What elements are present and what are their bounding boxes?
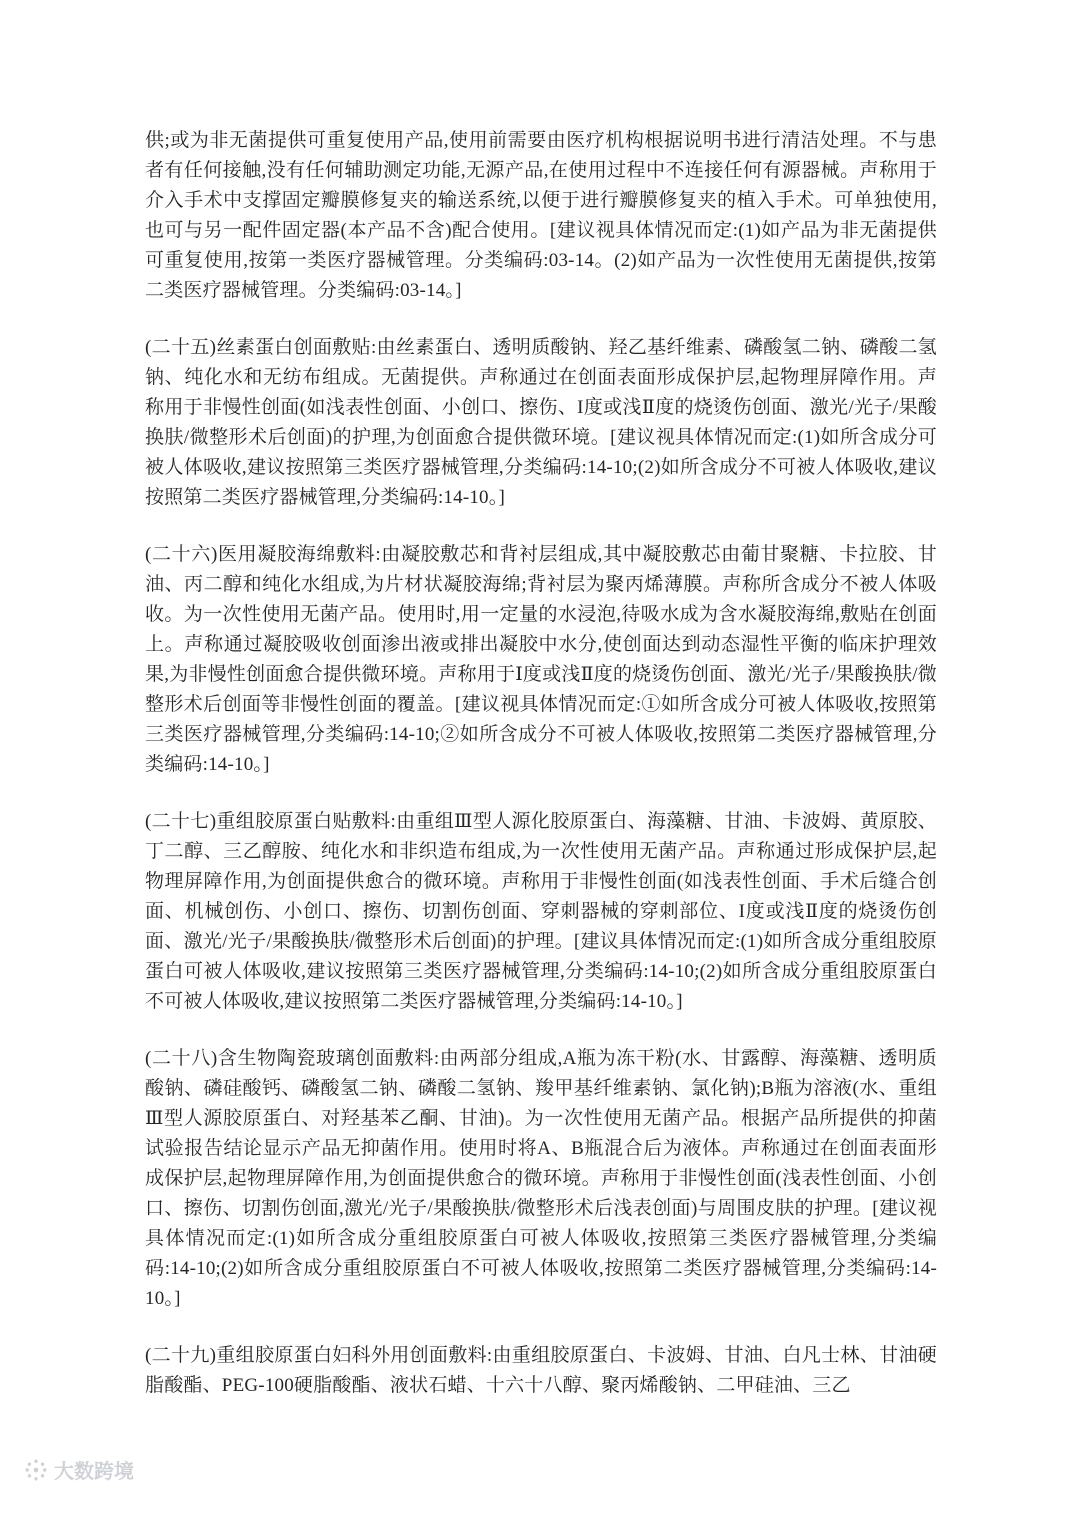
watermark-text: 大数跨境 (54, 1461, 134, 1483)
watermark (24, 1455, 134, 1484)
paragraph-item-29: (二十九)重组胶原蛋白妇科外用创面敷料:由重组胶原蛋白、卡波姆、甘油、白凡士林、甘油硬脂酸酯、PEG-100硬脂酸酯、液状石蜡、十六十八醇、聚丙烯酸钠、二甲硅油、三乙 (145, 1345, 937, 1396)
paragraph-item-26: (二十六)医用凝胶海绵敷料:由凝胶敷芯和背衬层组成,其中凝胶敷芯由葡甘聚糖、卡拉胶、甘油、丙二醇和纯化水组成,为片材状凝胶海绵;背衬层为聚丙烯薄膜。声称所含成分不被人体吸收。为一次性使用无菌产品。使用时,用一定量的水浸泡,待吸水成为含水凝胶海绵,敷贴在创面上。声称通过凝胶吸收创面渗出液或排出凝胶中水分,使创面达到动态湿性平衡的临床护理效果,为非慢性创面愈合提供微环境。声称用于Ⅰ度或浅Ⅱ度的烧烫伤创面、激光/光子/果酸换肤/微整形术后创面等非慢性创面的覆盖。[建议视具体情况而定:①如所含成分可被人体吸收,按照第三类医疗器械管理,分类编码:14-10;②如所含成分不可被人体吸收,按照第二类医疗器械管理,分类编码:14-10。] (145, 544, 937, 775)
paragraph-item-25: (二十五)丝素蛋白创面敷贴:由丝素蛋白、透明质酸钠、羟乙基纤维素、磷酸氢二钠、磷酸二氢钠、纯化水和无纺布组成。无菌提供。声称通过在创面表面形成保护层,起物理屏障作用。声称用于非慢性创面(如浅表性创面、小创口、擦伤、I度或浅Ⅱ度的烧烫伤创面、激光/光子/果酸换肤/微整形术后创面)的护理,为创面愈合提供微环境。[建议视具体情况而定:(1)如所含成分可被人体吸收,建议按照第三类医疗器械管理,分类编码:14-10;(2)如所含成分不可被人体吸收,建议按照第二类医疗器械管理,分类编码:14-10。] (145, 337, 937, 508)
paragraph-continuation: 供;或为非无菌提供可重复使用产品,使用前需要由医疗机构根据说明书进行清洁处理。不与患者有任何接触,没有任何辅助测定功能,无源产品,在使用过程中不连接任何有源器械。声称用于介入手术中支撑固定瓣膜修复夹的输送系统,以便于进行瓣膜修复夹的植入手术。可单独使用,也可与另一配件固定器(本产品不含)配合使用。[建议视具体情况而定:(1)如产品为非无菌提供可重复使用,按第一类医疗器械管理。分类编码:03-14。(2)如产品为一次性使用无菌提供,按第二类医疗器械管理。分类编码:03-14。] (145, 130, 937, 301)
dashu-globe-icon (24, 1458, 48, 1482)
paragraph-item-27: (二十七)重组胶原蛋白贴敷料:由重组Ⅲ型人源化胶原蛋白、海藻糖、甘油、卡波姆、黄原胶、丁二醇、三乙醇胺、纯化水和非织造布组成,为一次性使用无菌产品。声称通过形成保护层,起物理屏障作用,为创面提供愈合的微环境。声称用于非慢性创面(如浅表性创面、手术后缝合创面、机械创伤、小创口、擦伤、切割伤创面、穿刺器械的穿刺部位、I度或浅Ⅱ度的烧烫伤创面、激光/光子/果酸换肤/微整形术后创面)的护理。[建议具体情况而定:(1)如所含成分重组胶原蛋白可被人体吸收,建议按照第三类医疗器械管理,分类编码:14-10;(2)如所含成分重组胶原蛋白不可被人体吸收,建议按照第二类医疗器械管理,分类编码:14-10。] (145, 811, 937, 1012)
paragraph-item-28: (二十八)含生物陶瓷玻璃创面敷料:由两部分组成,A瓶为冻干粉(水、甘露醇、海藻糖、透明质酸钠、磷硅酸钙、磷酸氢二钠、磷酸二氢钠、羧甲基纤维素钠、氯化钠);B瓶为溶液(水、重组Ⅲ型人源胶原蛋白、对羟基苯乙酮、甘油)。为一次性使用无菌产品。根据产品所提供的抑菌试验报告结论显示产品无抑菌作用。使用时将A、B瓶混合后为液体。声称通过在创面表面形成保护层,起物理屏障作用,为创面提供愈合的微环境。声称用于非慢性创面(浅表性创面、小创口、擦伤、切割伤创面,激光/光子/果酸换肤/微整形术后浅表创面)与周围皮肤的护理。[建议视具体情况而定:(1)如所含成分重组胶原蛋白可被人体吸收,按照第三类医疗器械管理,分类编码:14-10;(2)如所含成分重组胶原蛋白不可被人体吸收,按照第二类医疗器械管理,分类编码:14-10。] (145, 1048, 937, 1309)
document-content (145, 126, 937, 1428)
